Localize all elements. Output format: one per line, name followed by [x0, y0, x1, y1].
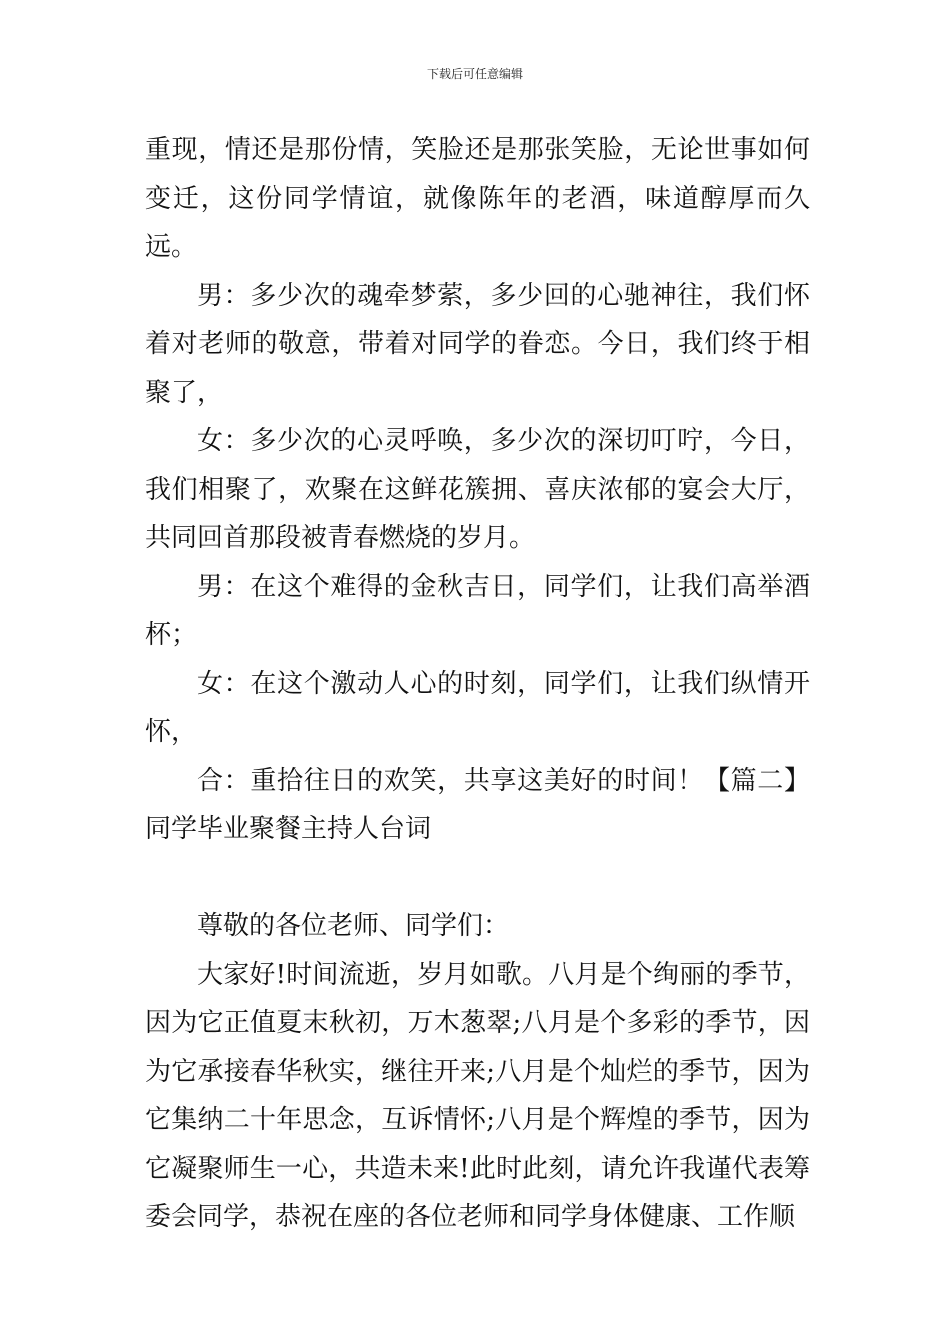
paragraph-together-line: 合：重拾往日的欢笑，共享这美好的时间！【篇二】同学毕业聚餐主持人台词	[145, 765, 810, 844]
paragraph-female-line-1: 女：多少次的心灵呼唤，多少次的深切叮咛，今日，我们相聚了，欢聚在这鲜花簇拥、喜庆浓郁的宴会大厅，共同回首那段被青春燃烧的岁月。	[145, 426, 810, 553]
paragraph-male-line-1: 男：多少次的魂牵梦萦，多少回的心驰神往，我们怀着对老师的敬意，带着对同学的眷恋。今日，我们终于相聚了，	[145, 280, 810, 408]
page-header: 下载后可任意编辑	[426, 67, 523, 81]
paragraph-female-line-2: 女：在这个激动人心的时刻，同学们，让我们纵情开怀，	[145, 668, 810, 747]
paragraph-greeting: 大家好!时间流逝，岁月如歌。八月是个绚丽的季节，因为它正值夏末秋初，万木葱翠;八月是个多彩的季节，因为它承接春华秋实，继往开来;八月是个灿烂的季节，因为它集纳二十年思念，互诉情怀;八月是个辉煌的季节，因为它凝聚师生一心，共造未来!此时此刻，请允许我谨代表筹委会同学，恭祝在座的各位老师和同学身体健康、工作顺	[145, 959, 810, 1232]
paragraph-male-line-2: 男：在这个难得的金秋吉日，同学们，让我们高举酒杯；	[145, 571, 810, 650]
document-body	[145, 126, 810, 1242]
paragraph-continuation: 重现，情还是那份情，笑脸还是那张笑脸，无论世事如何变迁，这份同学情谊，就像陈年的老酒，味道醇厚而久远。	[145, 135, 810, 262]
paragraph-salutation: 尊敬的各位老师、同学们：	[197, 911, 510, 941]
